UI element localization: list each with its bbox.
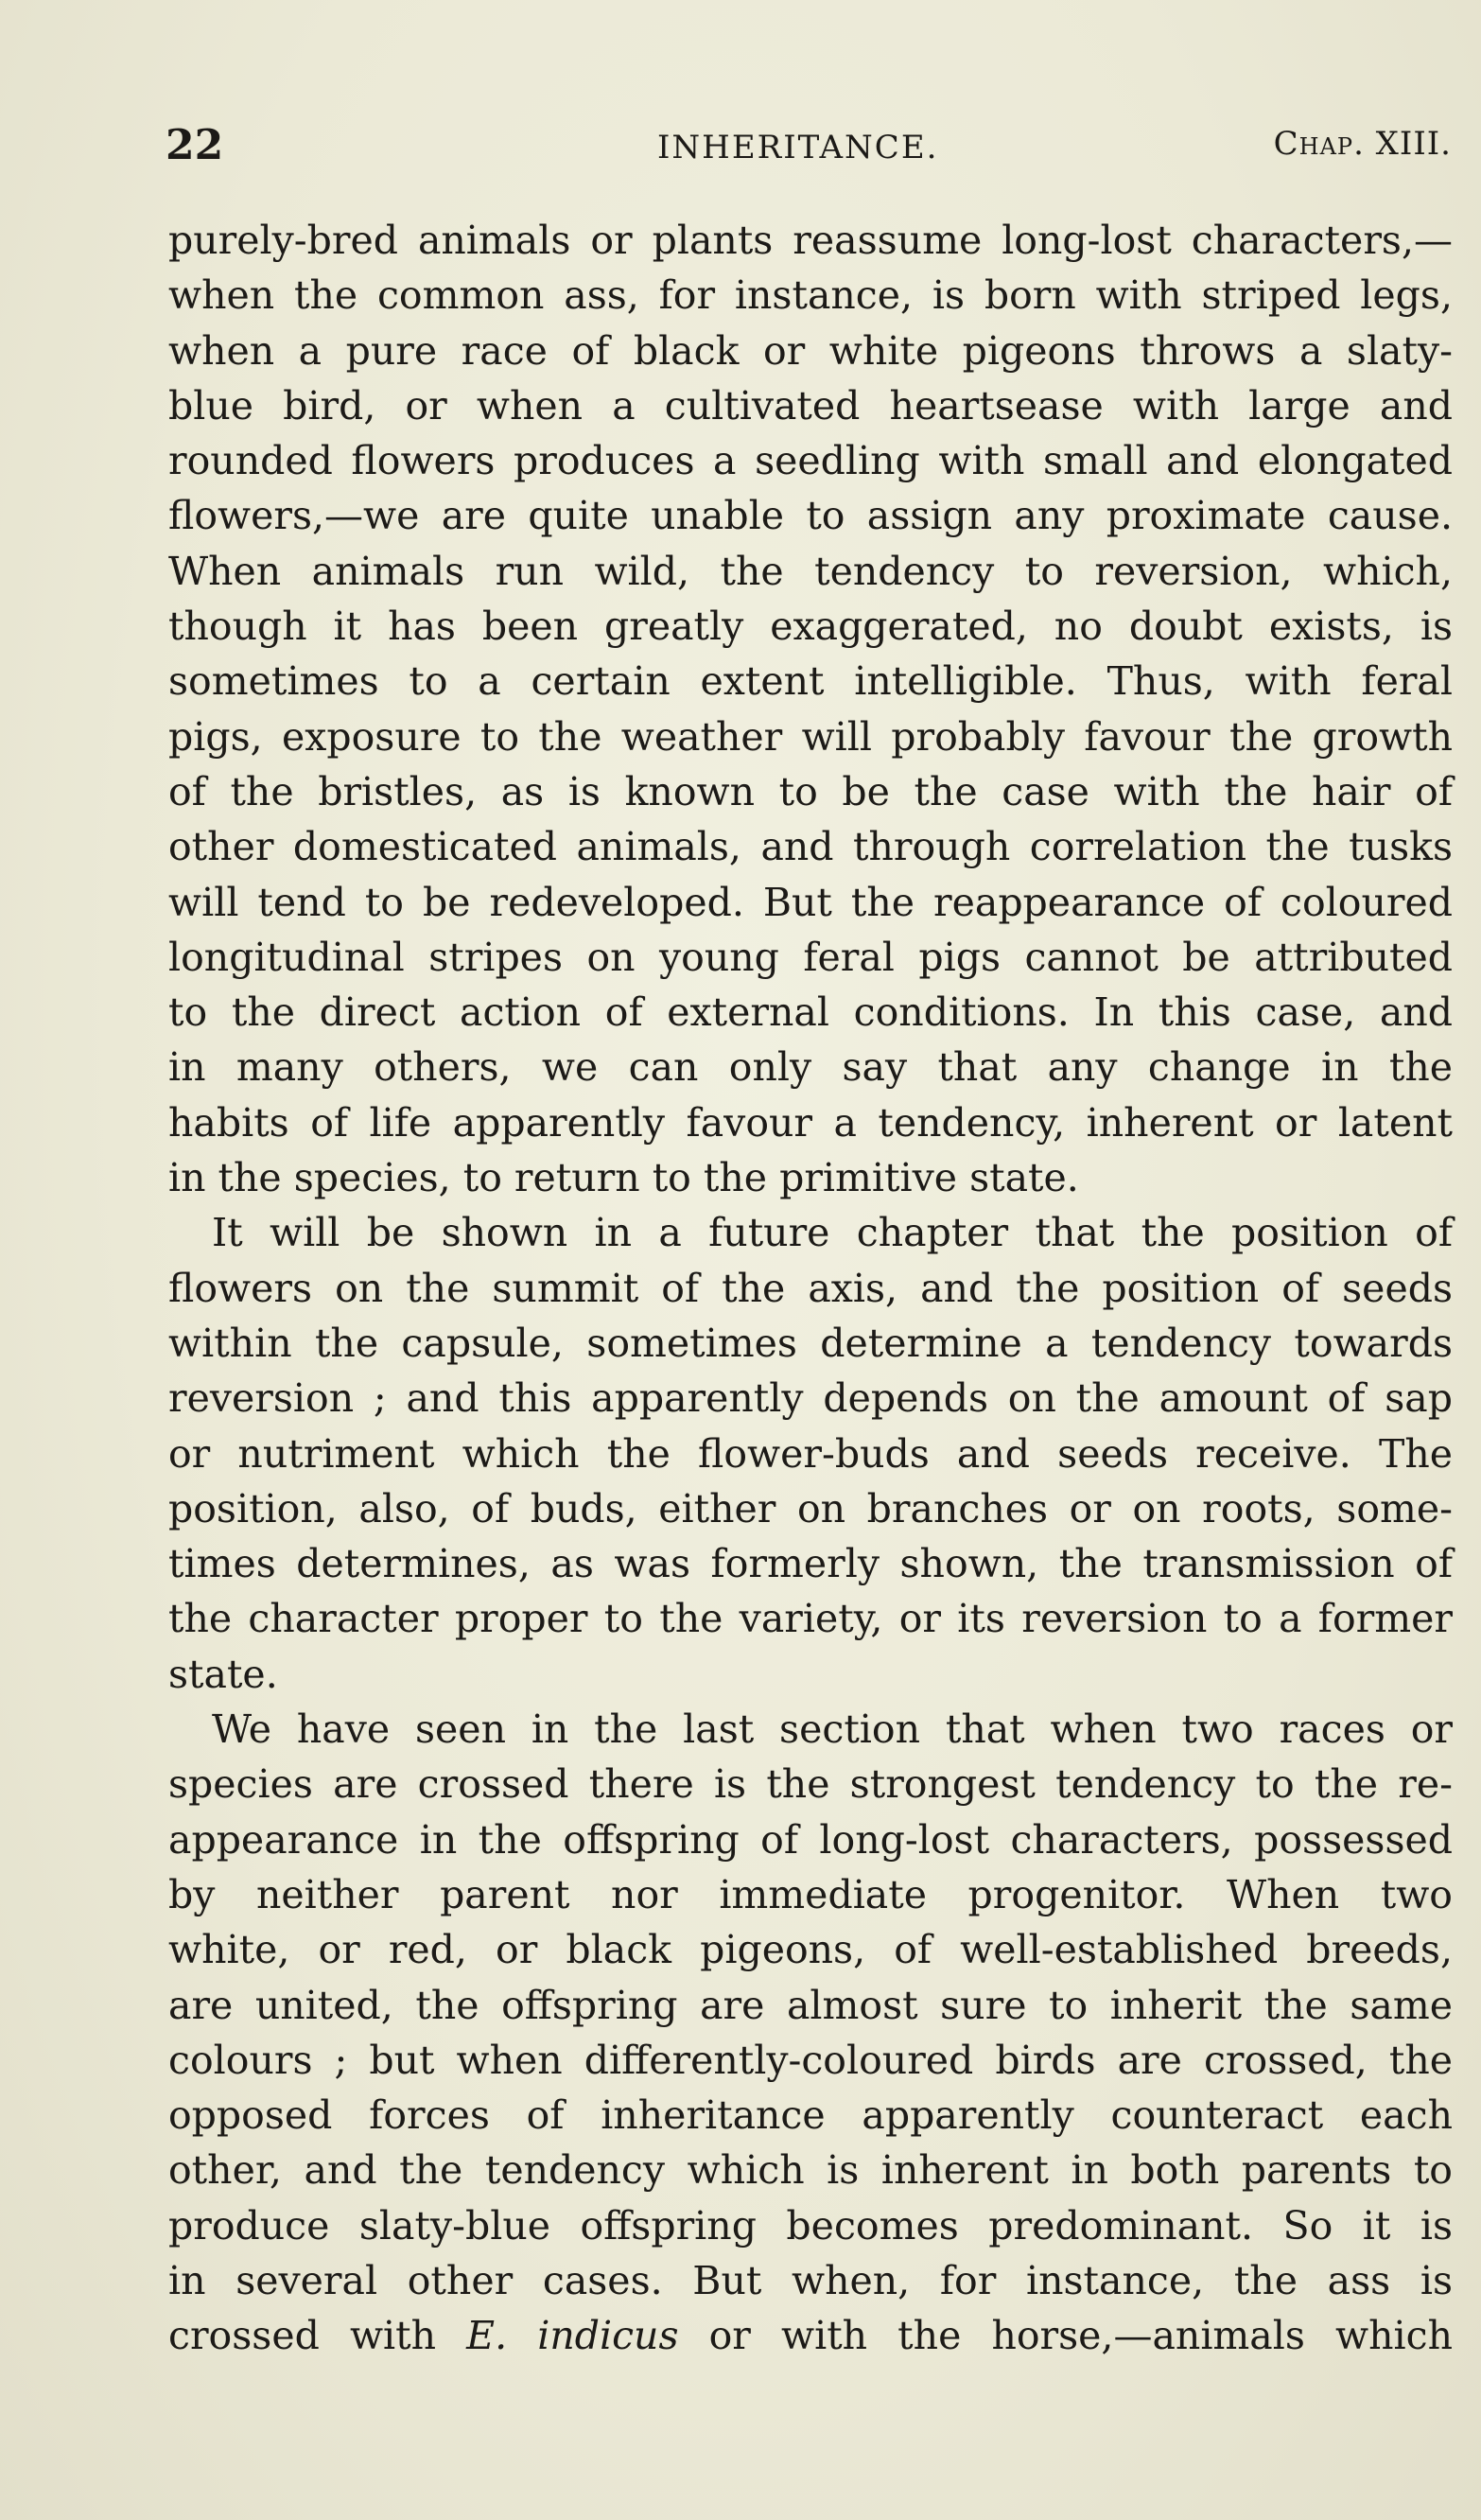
text-line: in several other cases. But when, for instance, the ass is [168,2257,1453,2303]
chapter-reference: Chap. XIII. [1273,125,1452,163]
paragraph-first-line: We have seen in the last section that when two races or [212,1706,1453,1753]
text-line: white, or red, or black pigeons, of well-established breeds, [168,1927,1453,1973]
paragraph-first-line: It will be shown in a future chapter that the position of [212,1210,1453,1256]
page-number: 22 [166,121,224,169]
text-line: when a pure race of black or white pigeons throws a slaty- [168,327,1453,374]
text-line: flowers on the summit of the axis, and the position of seeds [168,1265,1453,1311]
text-line: appearance in the offspring of long-lost characters, possessed [168,1816,1453,1863]
text-line: other, and the tendency which is inherent in both parents to [168,2147,1453,2194]
text-line: to the direct action of external conditions. In this case, and [168,989,1453,1036]
text-line: pigs, exposure to the weather will probably favour the growth [168,713,1453,760]
running-title: INHERITANCE. [657,129,939,166]
text-line: are united, the offspring are almost sure to inherit the same [168,1982,1453,2028]
line-text-before: crossed with [168,2313,467,2359]
text-line: flowers,—we are quite unable to assign any proximate cause. [168,493,1453,539]
text-line: when the common ass, for instance, is born with striped legs, [168,272,1453,319]
text-line: though it has been greatly exaggerated, no doubt exists, is [168,604,1453,650]
text-line: in many others, we can only say that any change in the [168,1044,1453,1091]
text-line: blue bird, or when a cultivated heartsease with large and [168,382,1453,429]
text-line: rounded flowers produces a seedling with small and elongated [168,438,1453,484]
running-head [166,121,1452,178]
paragraph-last-line: in the species, to return to the primitive state. [168,1155,1079,1201]
paragraph-last-line: state. [168,1651,278,1697]
text-line: or nutriment which the flower-buds and seeds receive. The [168,1430,1453,1477]
text-line: purely-bred animals or plants reassume long-lost characters,— [168,218,1453,263]
text-line: habits of life apparently favour a tendency, inherent or latent [168,1099,1453,1146]
text-line: within the capsule, sometimes determine a tendency towards [168,1320,1453,1366]
text-line: of the bristles, as is known to be the case with the hair of [168,768,1453,814]
text-line: other domesticated animals, and through correlation the tusks [168,824,1453,870]
text-line: will tend to be redeveloped. But the reappearance of coloured [168,879,1453,925]
text-line: reversion ; and this apparently depends on the amount of sap [168,1375,1453,1422]
text-line: species are crossed there is the strongest tendency to the re- [168,1761,1453,1808]
line-text-after: or with the horse,—animals which [678,2313,1453,2359]
body-text [168,213,1453,2364]
text-line: sometimes to a certain extent intelligible. Thus, with feral [168,658,1453,705]
text-line: When animals run wild, the tendency to reversion, which, [168,548,1453,594]
text-line: by neither parent nor immediate progenitor. When two [168,1871,1453,1917]
text-line: the character proper to the variety, or its reversion to a former [168,1596,1453,1642]
text-line-with-italic [168,2308,1453,2363]
text-line: position, also, of buds, either on branches or on roots, some- [168,1485,1453,1531]
text-line: times determines, as was formerly shown, the transmission of [168,1541,1453,1587]
text-line: colours ; but when differently-coloured birds are crossed, the [168,2037,1453,2083]
text-line: longitudinal stripes on young feral pigs cannot be attributed [168,934,1453,980]
text-line: produce slaty-blue offspring becomes predominant. So it is [168,2202,1453,2249]
italic-species-name: E. indicus [466,2313,679,2359]
text-line: opposed forces of inheritance apparently counteract each [168,2092,1453,2139]
